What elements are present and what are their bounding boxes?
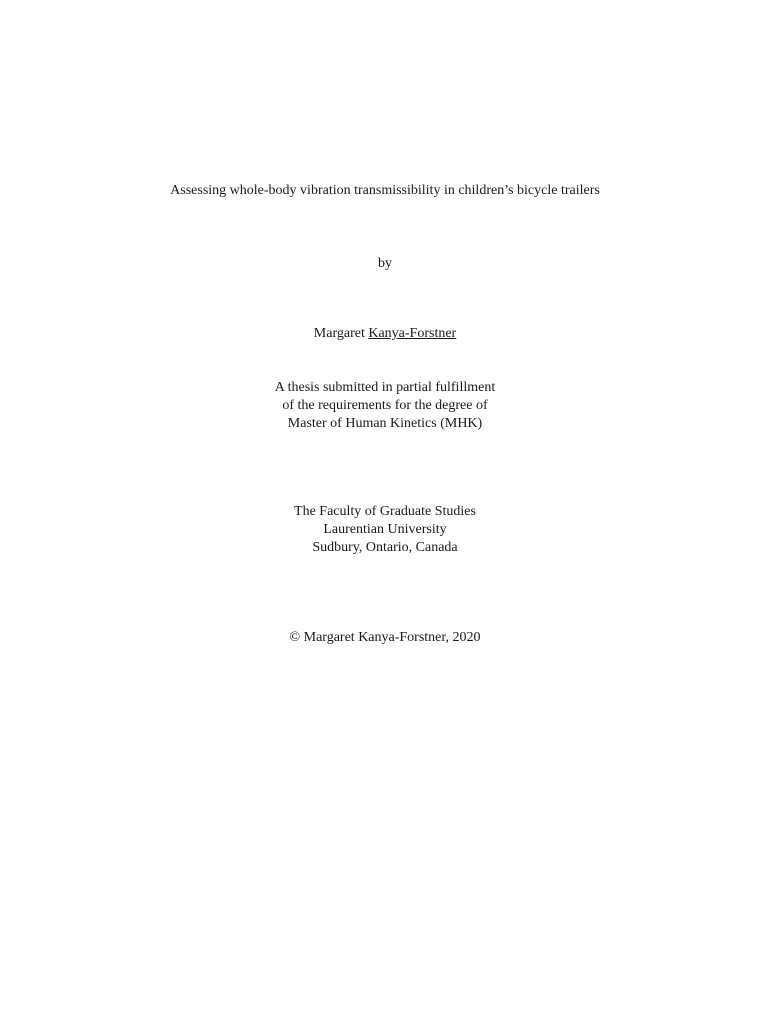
- copyright-notice: © Margaret Kanya-Forstner, 2020: [289, 630, 481, 645]
- author-surname: Kanya-Forstner: [368, 326, 457, 341]
- thesis-statement-line-2: of the requirements for the degree of: [282, 398, 488, 413]
- thesis-statement-line-1: A thesis submitted in partial fulfillment: [274, 380, 496, 395]
- by-line: by: [378, 256, 392, 271]
- thesis-statement-line-3: Master of Human Kinetics (MHK): [287, 416, 483, 431]
- university-location: Sudbury, Ontario, Canada: [312, 540, 458, 555]
- author-first-name: Margaret: [313, 326, 365, 341]
- thesis-title: Assessing whole-body vibration transmissibility in children’s bicycle trailers: [170, 183, 600, 198]
- university-name: Laurentian University: [323, 522, 447, 537]
- author-name: [0, 325, 770, 343]
- faculty-name: The Faculty of Graduate Studies: [294, 504, 476, 519]
